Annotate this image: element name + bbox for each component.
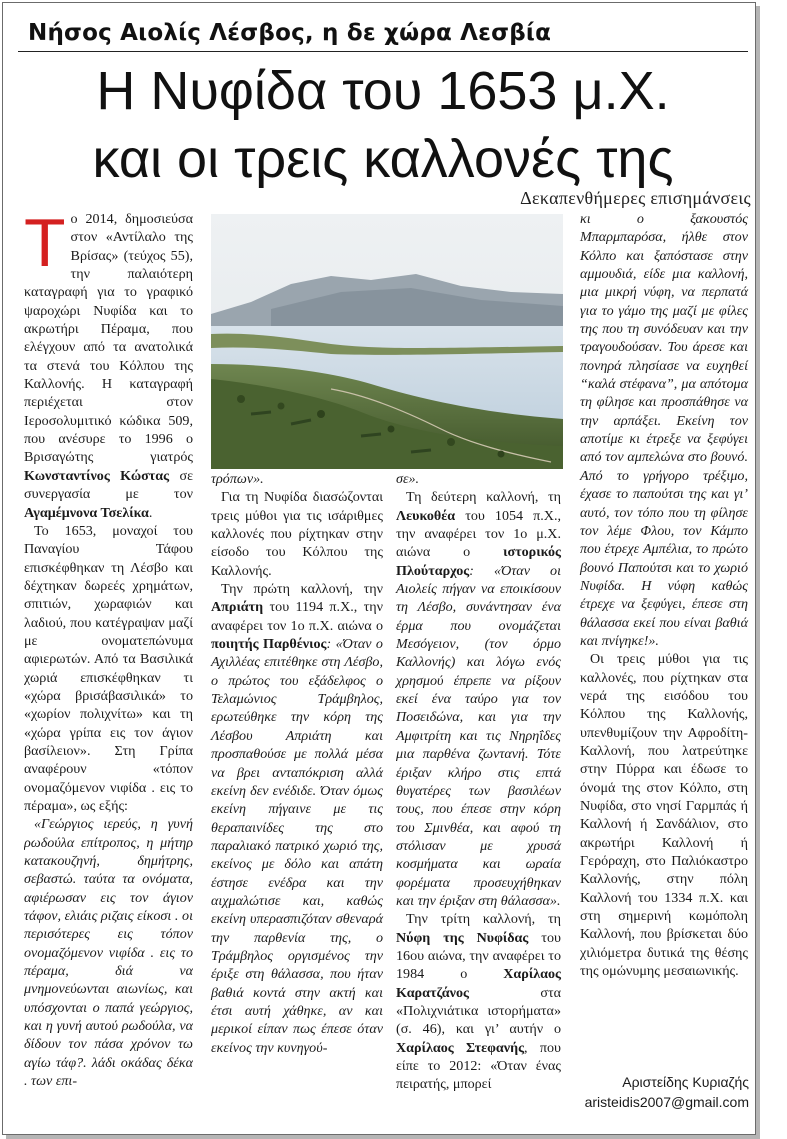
author-email[interactable]: aristeidis2007@gmail.com (584, 1094, 749, 1110)
headline-line-2: και οι τρεις καλλονές της (92, 129, 674, 189)
paragraph: Τη δεύτερη καλλονή, τη Λευκοθέα του 1054 π.Χ., την αναφέρει τον 1ο μ.Χ. αιώνα ο ιστορικός Πλούταρχος: «Όταν οι Αιολείς πήγαν να εποικίσουν τη Λέσβο, συνάντησαν ένα έρμα που ονομάζεται Μεσόγειον, (τον όρμο Καλλονής) και λόγω ενός χρησμού έπρεπε να ρίξουν εκεί ένα ταύρο για τον Ποσειδώνα, και για την Αμφιτρίτη και τις Νηρηΐδες μια παρθένα ζωντανή. Τότε έριξαν κλήρο στις επτά θυγατέρες των βασιλέων τους, που έπεσε στην κόρη του Σμινθέα, και αφού τη στόλισαν με χρυσά κοσμήματα και ωραία φορέματα προσευχήθηκαν και την έριξαν στη θάλασσα». (396, 489, 561, 909)
quote-paragraph: κι ο ξακουστός Μπαρμπαρόσα, ήλθε στον Κόλπο και ξαπόστασε στην αμμουδιά, είδε μια καλλονή, μια μικρή νύφη, να περπατά για το γάμο της μαζί με φίλες της που τη συνόδευαν και την τραγουδούσαν. Του άρεσε και πονηρά πλησίασε να ευχηθεί “καλά στέφανα”, μα απότομα τη φίλησε και προσπάθησε να την αρπάξει. Εκείνη τον αποτίμε κι έτρεξε να ξεφύγει από τον αμπελώνα στο βουνό. Από το γρήγορο τρέξιμο, έχασε το παπούτσι της και γι’ αυτό, τον τόπο που τη φίλησε τον λέμε Φλου, τον Κάμπο που έτρεχε Αμπέλια, το πρώτο βουνό Παπούτσι και το χωριό Νυφίδα. Η νύφη καθώς έτρεχε να ξεφύγει, έπεσε στη θάλασσα εκεί που είναι βαθιά και πνίγηκε!». (580, 211, 748, 649)
article-column-3 (396, 470, 561, 1094)
article-column-1 (24, 210, 193, 1128)
article-column-4 (580, 210, 748, 980)
paragraph: Το 1653, μοναχοί του Παναγίου Τάφου επισκέφθηκαν τη Λέσβο και δέχτηκαν δωρεές χρημάτων, σπιτιών, χωραφιών και λαδιού, που κατέγραψαν μαζί με ονοματεπώνυμα αφιερωτών. Από τα Βασιλικά χωριά επισκέφθηκαν τι «χώρα βρισάβασιλικά» το «χωρίον πολιχνίτω» και τη «χώρα γρίπα εις τον άγιον βασίλειον». Στη Γρίπα αναφέρουν «τόπον ονομαζόμενον νιφίδα . εις το πέραμα», ως εξής: (24, 522, 193, 814)
header-rule (18, 51, 748, 52)
person-name: Λευκοθέα (396, 507, 456, 524)
landscape-photo (211, 214, 563, 469)
quote-end: τρόπων». (211, 471, 264, 487)
person-name: Χαρίλαος Καρατζάνος (396, 966, 561, 1001)
person-name: ιστορικός Πλούταρχος (396, 544, 561, 579)
headline-line-1: Η Νυφίδα του 1653 μ.Χ. (96, 61, 670, 121)
quote-paragraph: «Γεώργιος ιερεύς, η γυνή ρωδούλα επίτροπος, η μήτηρ κατακουζηνή, δημήτρης, σεβαστώ. ταύτα τα ονόματα, αφιέρωσαν εις τον άγιον τάφον, ελιάις ριζαις είκοσι . οι περισότερες εις τόπον ονομαζόμενον νιφίδα . εις το πέραμα, διά να μνημονεύωνται αιωνίως, και υπόσχονται ο παπά γεώργιος, και η γυνή αυτού ρωδούλα, να δίδουν τον πάσα χρόνον τω αγίω τάφ?. λάδι οκάδας δέκα . των επι- (24, 816, 193, 1090)
person-name: ποιητής Παρθένιος (211, 636, 327, 653)
dropcap: Τ (24, 210, 66, 281)
paragraph: Οι τρεις μύθοι για τις καλλονές, που ρίχτηκαν στα νερά της εισόδου του Κόλπου της Καλλονής, υπενθυμίζουν την Αφροδίτη-Καλλονή, που λατρεύτηκε στην Πύρρα και έδωσε το όνομά της στον Κόλπο, στη Νυφίδα, στο νησί Γαρμπάς ή Καλλονή ή Σανδάλιον, στο ακρωτήρι Καλλονή ή Γερόραχη, στο Παλιόκαστρο Καλλονής, στην πόλη Καλλονή του 1334 π.Χ. και στη σημερινή κωμόπολη Καλλονή, που βρίσκεται δύο χιλιόμετρα δυτικά της θέσης της ομώνυμης μεσαιωνικής. (580, 651, 748, 980)
section-kicker: Νήσος Αιολίς Λέσβος, η δε χώρα Λεσβία (28, 20, 552, 46)
author-signature: Αριστείδης Κυριαζής (622, 1074, 749, 1090)
person-name: Χαρίλαος Στεφανής (396, 1039, 525, 1056)
article-column-2 (211, 470, 383, 1057)
quote-end: σε». (396, 471, 420, 487)
paragraph: Για τη Νυφίδα διασώζονται τρεις μύθοι για τις ισάριθμες καλλονές που ρίχτηκαν στην είσοδο του Κόλπου της Καλλονής. (211, 489, 383, 579)
landscape-photo-icon (211, 214, 563, 469)
paragraph: Την πρώτη καλλονή, την Απριάτη του 1194 π.Χ., την αναφέρει τον 1ο π.Χ. αιώνα ο ποιητής Παρθένιος: «Όταν ο Αχιλλέας επιτέθηκε στη Λέσβο, ο πρώτος του εξάδελφος ο Τελαμώνιος Τράμβηλος, ερωτεύθηκε την κόρη της Λέσβου Απριάτη και προσπαθούσε με πολλά μέσα να βρει ανταπόκριση αλλά εκείνη δεν ενέδιδε. Όταν όμως εκείνη πήγαινε με τις θεραπαινίδες της στο παραλιακό πατρικό χωριό της, εκείνος με δόλο και απάτη έστησε ενέδρα και την αιχμαλώτισε και, καθώς εκείνη υπερασπιζόταν σθεναρά την παρθενία της, ο Τράμβηλος οργισμένος την έριξε στη θάλασσα, που ήταν βαθιά κοντά στην ακτή και έτσι αυτή χάθηκε, αν και μερικοί είπαν πως έπεσε όταν εκείνος την κυνηγού- (211, 581, 383, 1056)
person-name: Κωνσταντίνος Κώστας (24, 467, 170, 484)
person-name: Αγαμέμνονα Τσελίκα (24, 504, 149, 521)
paragraph: Την τρίτη καλλονή, τη Νύφη της Νυφίδας του 16ου αιώνα, την αναφέρει το 1984 ο Χαρίλαος Καρατζάνος στα «Πολιχνιάτικα ιστορήματα» (σ. 46), και γι’ αυτήν ο Χαρίλαος Στεφανής, που είπε το 2012: «Όταν ένας πειρατής, μπορεί (396, 911, 561, 1093)
paragraph: Το 2014, δημοσιεύσα στον «Αντίλαλο της Βρίσας» (τεύχος 55), την παλαιότερη καταγραφή για το γραφικό ψαροχώρι Νυφίδα και το ακρωτήρι Πέραμα, που ελέγχουν από τα ανατολικά τα στενά του Κόλπου της Καλλονής. Η καταγραφή περιέχεται στον Ιεροσολυμιτικό κώδικα 509, που ανέσυρε το 1996 ο Βρισαγώτης γιατρός Κωνσταντίνος Κώστας σε συνεργασία με τον Αγαμέμνονα Τσελίκα. (24, 210, 193, 521)
subtitle: Δεκαπενθήμερες επισημάνσεις (520, 188, 751, 208)
person-name: Νύφη της Νυφίδας (396, 929, 529, 946)
person-name: Απριάτη (211, 599, 264, 616)
